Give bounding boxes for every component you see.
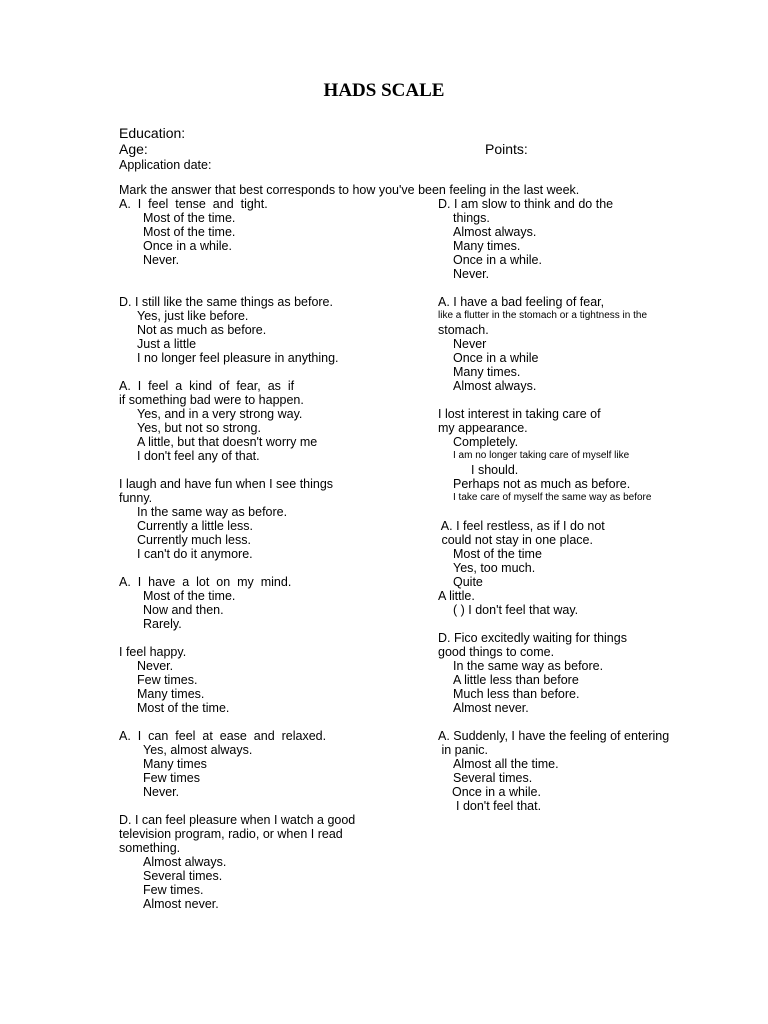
answer-option[interactable]: Almost all the time.	[453, 757, 559, 771]
answer-option[interactable]: Several times.	[453, 771, 533, 785]
question-text: A. I have a bad feeling of fear,	[438, 295, 605, 309]
question-depression-7	[438, 631, 627, 715]
answer-option[interactable]: Many times	[143, 757, 207, 771]
answer-option[interactable]: Yes, just like before.	[137, 309, 249, 323]
question-anxiety-3	[119, 575, 291, 631]
question-text: A. Suddenly, I have the feeling of entering	[438, 729, 670, 743]
answer-option[interactable]: Many times.	[453, 239, 521, 253]
answer-option[interactable]: I don't feel any of that.	[137, 449, 260, 463]
question-text: A. I feel restless, as if I do not	[438, 519, 605, 533]
question-depression-6	[438, 407, 651, 505]
application-date-label: Application date:	[119, 158, 212, 172]
answer-option[interactable]: Currently a little less.	[137, 519, 254, 533]
question-depression-3	[119, 645, 229, 715]
question-text: television program, radio, or when I read	[119, 827, 343, 841]
answer-option[interactable]: ( ) I don't feel that way.	[453, 603, 579, 617]
question-text: A. I have a lot on my mind.	[119, 575, 292, 589]
answer-option[interactable]: Almost always.	[453, 225, 537, 239]
answer-option[interactable]: Most of the time.	[143, 211, 236, 225]
answer-option[interactable]: I am no longer taking care of myself like	[453, 450, 630, 461]
question-depression-4	[119, 813, 355, 911]
question-text: funny.	[119, 491, 153, 505]
instruction-text: Mark the answer that best corresponds to how you've been feeling in the last week.	[119, 183, 580, 197]
answer-option[interactable]: Most of the time.	[143, 589, 236, 603]
answer-option[interactable]: Now and then.	[143, 603, 224, 617]
answer-option[interactable]: Most of the time.	[137, 701, 230, 715]
answer-option[interactable]: A little less than before	[453, 673, 579, 687]
answer-option[interactable]: Never.	[143, 253, 180, 267]
answer-option[interactable]: Yes, too much.	[453, 561, 536, 575]
answer-option[interactable]: Once in a while.	[143, 239, 232, 253]
answer-option[interactable]: A little.	[438, 589, 475, 603]
question-text: A. I feel a kind of fear, as if	[119, 379, 295, 393]
question-text: A. I can feel at ease and relaxed.	[119, 729, 327, 743]
answer-option[interactable]: Few times.	[137, 673, 198, 687]
answer-option[interactable]: Never.	[453, 267, 490, 281]
question-text: I lost interest in taking care of	[438, 407, 601, 421]
answer-option[interactable]: In the same way as before.	[137, 505, 288, 519]
answer-option[interactable]: A little, but that doesn't worry me	[137, 435, 318, 449]
question-depression-1	[119, 295, 339, 365]
answer-option[interactable]: Rarely.	[143, 617, 182, 631]
question-depression-5	[438, 197, 613, 281]
answer-option[interactable]: Completely.	[453, 435, 519, 449]
answer-option[interactable]: Currently much less.	[137, 533, 251, 547]
question-text: I laugh and have fun when I see things	[119, 477, 334, 491]
answer-option[interactable]: Never	[453, 337, 487, 351]
question-text: could not stay in one place.	[438, 533, 593, 547]
question-anxiety-2	[119, 379, 317, 463]
question-text: something.	[119, 841, 181, 855]
question-text: in panic.	[438, 743, 489, 757]
answer-option[interactable]: Once in a while	[453, 351, 539, 365]
answer-option[interactable]: Perhaps not as much as before.	[453, 477, 631, 491]
answer-option[interactable]: Most of the time	[453, 547, 542, 561]
answer-option[interactable]: Not as much as before.	[137, 323, 267, 337]
answer-option[interactable]: Most of the time.	[143, 225, 236, 239]
question-text: D. I can feel pleasure when I watch a good	[119, 813, 356, 827]
question-text: if something bad were to happen.	[119, 393, 304, 407]
question-text: I feel happy.	[119, 645, 187, 659]
answer-option[interactable]: Much less than before.	[453, 687, 580, 701]
question-text: D. I still like the same things as before.	[119, 295, 333, 309]
answer-option[interactable]: In the same way as before.	[453, 659, 604, 673]
answer-option[interactable]: Many times.	[137, 687, 205, 701]
answer-option[interactable]: Once in a while.	[452, 785, 541, 799]
answer-option[interactable]: Once in a while.	[453, 253, 542, 267]
question-anxiety-4	[119, 729, 326, 799]
answer-option[interactable]: I can't do it anymore.	[137, 547, 253, 561]
answer-option[interactable]: Almost never.	[453, 701, 529, 715]
question-text: my appearance.	[438, 421, 528, 435]
question-depression-2	[119, 477, 333, 561]
page-title: HADS SCALE	[323, 80, 445, 101]
question-text: D. Fico excitedly waiting for things	[438, 631, 627, 645]
question-anxiety-7	[438, 729, 669, 813]
answer-option[interactable]: Never.	[143, 785, 180, 799]
answer-option[interactable]: I don't feel that.	[456, 799, 542, 813]
answer-option[interactable]: Several times.	[143, 869, 223, 883]
question-text: D. I am slow to think and do the	[438, 197, 614, 211]
question-text: like a flutter in the stomach or a tightness in the	[438, 310, 647, 321]
answer-option[interactable]: Never.	[137, 659, 174, 673]
answer-option[interactable]: I no longer feel pleasure in anything.	[137, 351, 339, 365]
answer-option[interactable]: Yes, but not so strong.	[137, 421, 261, 435]
question-text: things.	[453, 211, 490, 225]
answer-option[interactable]: Few times	[143, 771, 200, 785]
question-text: stomach.	[438, 323, 489, 337]
answer-option[interactable]: Almost always.	[143, 855, 227, 869]
question-text: good things to come.	[438, 645, 555, 659]
answer-option[interactable]: I take care of myself the same way as before	[453, 492, 652, 503]
answer-option[interactable]: Yes, almost always.	[143, 743, 253, 757]
age-label: Age:	[119, 141, 148, 157]
answer-option[interactable]: Yes, and in a very strong way.	[137, 407, 303, 421]
answer-option[interactable]: Many times.	[453, 365, 521, 379]
answer-option[interactable]: Almost always.	[453, 379, 537, 393]
answer-option[interactable]: Quite	[453, 575, 483, 589]
education-label: Education:	[119, 125, 186, 141]
question-anxiety-5	[438, 295, 647, 393]
question-text: A. I feel tense and tight.	[119, 197, 268, 211]
answer-option[interactable]: Almost never.	[143, 897, 219, 911]
answer-option[interactable]: I should.	[471, 463, 519, 477]
question-anxiety-1	[119, 197, 268, 267]
answer-option[interactable]: Few times.	[143, 883, 204, 897]
answer-option[interactable]: Just a little	[137, 337, 197, 351]
question-anxiety-6	[438, 519, 605, 617]
points-label: Points:	[485, 141, 528, 157]
